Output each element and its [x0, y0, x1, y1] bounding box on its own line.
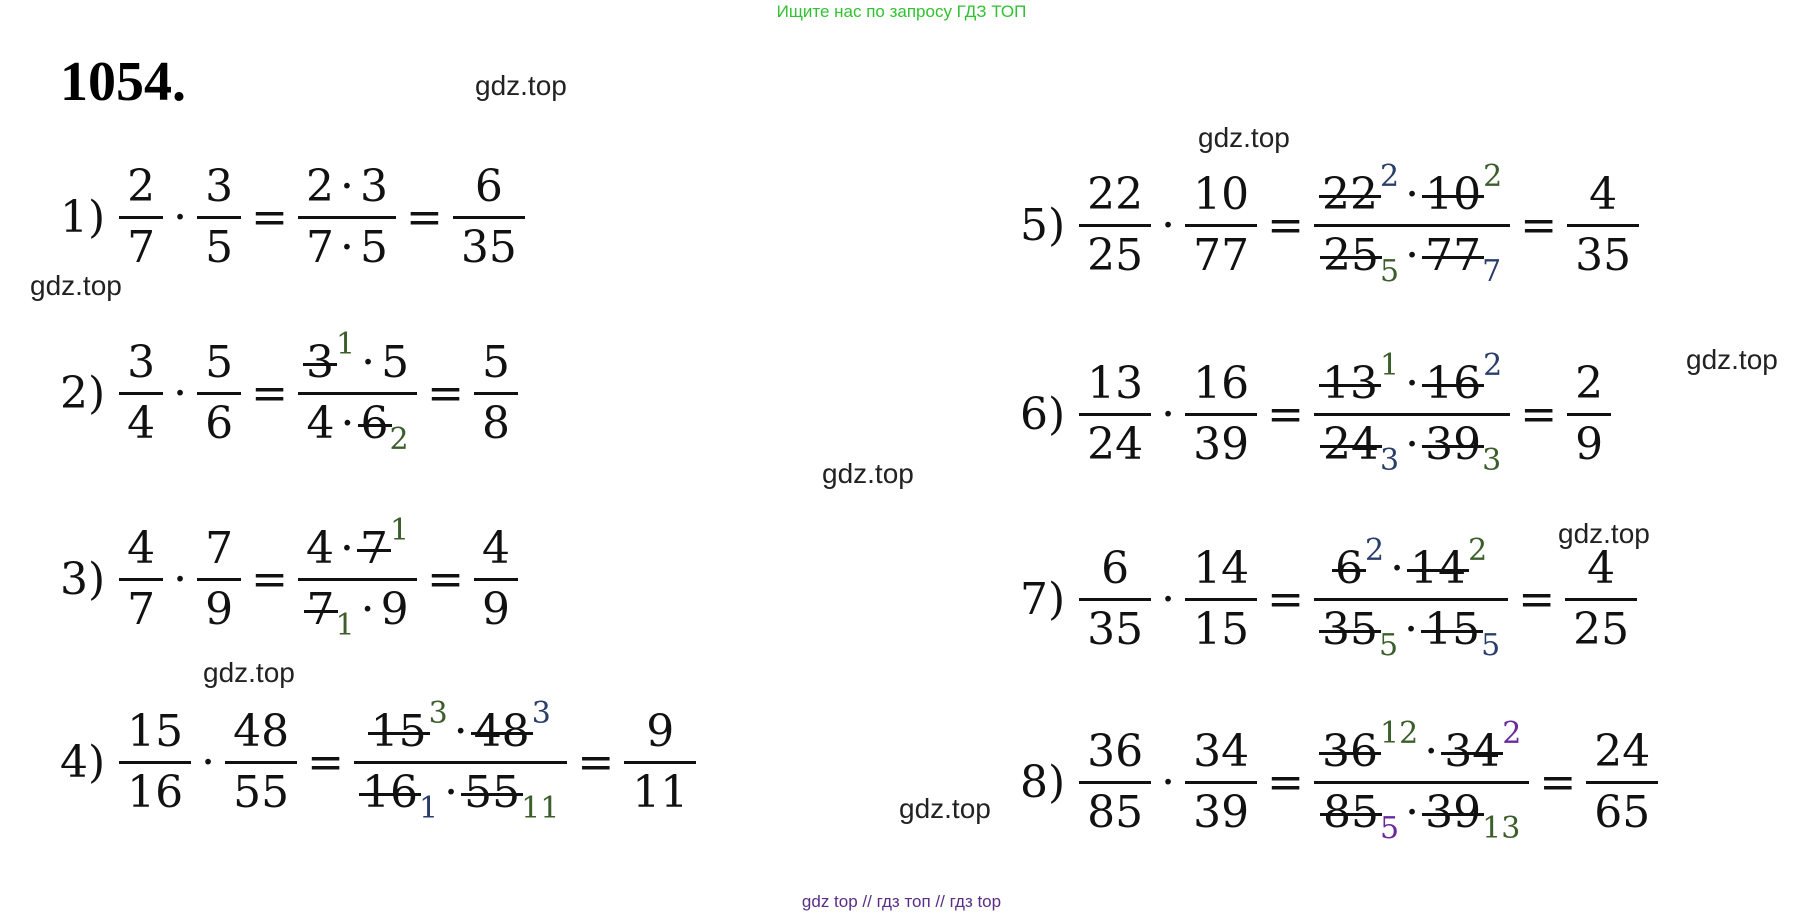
equation-8 [1020, 716, 1658, 846]
factor: 7 [306, 222, 335, 273]
equals-sign: = [1539, 756, 1577, 808]
fraction-factor-2 [197, 158, 241, 277]
fraction-factor-2 [1185, 723, 1257, 842]
equation-label: 5) [1020, 199, 1066, 251]
fraction-factor-1 [119, 158, 163, 277]
equation-label: 1) [60, 191, 106, 243]
product-denominator [1315, 227, 1509, 289]
numerator: 3 [205, 161, 234, 212]
product-numerator [298, 327, 417, 392]
denominator: 39 [1193, 787, 1250, 838]
reduced-value: 11 [521, 791, 560, 826]
equals-sign: = [1267, 199, 1305, 251]
reduced-value: 3 [531, 696, 551, 731]
reduced-value: 1 [336, 327, 356, 362]
numerator: 4 [127, 523, 156, 574]
times-sign: · [1161, 756, 1176, 808]
times-sign: · [1404, 604, 1419, 655]
equation-label: 8) [1020, 756, 1066, 808]
equals-sign: = [1520, 388, 1558, 440]
equation-6 [1020, 348, 1611, 478]
cancelled-factor: 3 [306, 337, 335, 388]
fraction-product [298, 513, 417, 643]
product-denominator [1315, 784, 1528, 846]
numerator: 15 [127, 706, 184, 757]
cancelled-factor: 13 [1322, 358, 1379, 409]
equation-label: 2) [60, 367, 106, 419]
product-numerator [298, 513, 417, 578]
watermark: gdz.top [475, 70, 567, 101]
times-sign: · [361, 337, 376, 388]
equation-7 [1020, 533, 1637, 663]
fraction-result [1567, 166, 1639, 285]
denominator: 65 [1594, 787, 1651, 838]
fraction-product [1314, 159, 1510, 289]
factor: 5 [381, 337, 410, 388]
equals-sign: = [251, 553, 289, 605]
fraction-result [453, 158, 525, 277]
watermark: gdz.top [203, 657, 295, 688]
fraction-product [298, 158, 396, 277]
equals-sign: = [1267, 388, 1305, 440]
times-sign: · [1424, 726, 1439, 777]
numerator: 22 [1087, 169, 1144, 220]
product-denominator [1315, 416, 1509, 478]
times-sign: · [360, 584, 375, 635]
fraction-result [1565, 540, 1637, 659]
reduced-value: 1 [419, 791, 439, 826]
numerator: 5 [205, 337, 234, 388]
times-sign: · [1405, 169, 1420, 220]
numerator: 13 [1087, 358, 1144, 409]
fraction-factor-1 [1079, 355, 1151, 474]
equation-2 [60, 327, 518, 457]
factor: 9 [380, 584, 409, 635]
numerator: 9 [646, 706, 675, 757]
numerator: 5 [482, 337, 511, 388]
times-sign: · [1161, 199, 1176, 251]
cancelled-factor: 15 [1424, 604, 1481, 655]
reduced-value: 1 [335, 608, 355, 643]
times-sign: · [444, 767, 459, 818]
equals-sign: = [406, 191, 443, 243]
numerator: 6 [474, 161, 503, 212]
reduced-value: 2 [1380, 159, 1400, 194]
watermark: gdz.top [1558, 518, 1650, 549]
factor: 2 [306, 161, 335, 212]
fraction-result [624, 703, 696, 822]
fraction-product [298, 327, 417, 457]
product-denominator [354, 764, 567, 826]
fraction-factor-2 [1185, 355, 1257, 474]
reduced-value: 12 [1380, 716, 1419, 751]
cancelled-factor: 25 [1323, 230, 1380, 281]
numerator: 36 [1087, 726, 1144, 777]
numerator: 4 [482, 523, 511, 574]
fraction-factor-1 [1079, 540, 1151, 659]
times-sign: · [1390, 543, 1405, 594]
times-sign: · [201, 736, 216, 788]
denominator: 35 [1087, 604, 1144, 655]
reduced-value: 1 [1380, 348, 1400, 383]
equation-4 [60, 696, 696, 826]
cancelled-factor: 34 [1444, 726, 1501, 777]
cancelled-factor: 14 [1410, 543, 1467, 594]
equals-sign: = [1520, 199, 1558, 251]
product-numerator [298, 158, 396, 216]
denominator: 16 [127, 767, 184, 818]
reduced-value: 13 [1482, 811, 1521, 846]
equals-sign: = [251, 367, 289, 419]
fraction-factor-2 [225, 703, 297, 822]
numerator: 7 [205, 523, 234, 574]
equation-5 [1020, 159, 1639, 289]
denominator: 35 [1575, 230, 1632, 281]
cancelled-factor: 16 [1425, 358, 1482, 409]
numerator: 16 [1193, 358, 1250, 409]
cancelled-factor: 39 [1425, 419, 1482, 470]
product-denominator [299, 581, 417, 643]
fraction-factor-2 [1185, 166, 1257, 285]
cancelled-factor: 15 [370, 706, 427, 757]
times-sign: · [340, 161, 355, 212]
equals-sign: = [307, 736, 345, 788]
factor: 5 [360, 222, 389, 273]
equals-sign: = [1518, 573, 1556, 625]
fraction-result [474, 334, 518, 453]
times-sign: · [340, 398, 355, 449]
cancelled-factor: 35 [1322, 604, 1379, 655]
fraction-result [1586, 723, 1658, 842]
fraction-product [1314, 533, 1508, 663]
denominator: 11 [632, 767, 689, 818]
reduced-value: 5 [1481, 628, 1501, 663]
times-sign: · [340, 523, 355, 574]
numerator: 2 [1575, 358, 1604, 409]
watermark: gdz.top [1686, 344, 1778, 375]
reduced-value: 3 [428, 696, 448, 731]
reduced-value: 2 [1483, 348, 1503, 383]
top-banner: Ищите нас по запросу ГДЗ ТОП [776, 2, 1027, 21]
cancelled-factor: 16 [362, 767, 419, 818]
times-sign: · [1161, 388, 1176, 440]
cancelled-factor: 36 [1322, 726, 1379, 777]
equation-1 [60, 158, 525, 277]
watermark: gdz.top [30, 270, 122, 301]
factor: 3 [360, 161, 389, 212]
cancelled-factor: 77 [1425, 230, 1482, 281]
cancelled-factor: 85 [1323, 787, 1380, 838]
reduced-value: 3 [1380, 443, 1400, 478]
cancelled-factor: 39 [1425, 787, 1482, 838]
times-sign: · [1405, 358, 1420, 409]
cancelled-factor: 22 [1322, 169, 1379, 220]
denominator: 8 [482, 398, 511, 449]
fraction-product [1314, 716, 1529, 846]
fraction-factor-1 [119, 703, 191, 822]
equals-sign: = [1267, 756, 1305, 808]
fraction-product [1314, 348, 1510, 478]
product-denominator [1314, 601, 1508, 663]
denominator: 7 [127, 584, 156, 635]
reduced-value: 2 [389, 422, 409, 457]
product-numerator [1314, 348, 1510, 413]
denominator: 9 [205, 584, 234, 635]
watermark: gdz.top [899, 793, 991, 824]
denominator: 25 [1573, 604, 1630, 655]
fraction-result [474, 520, 518, 639]
times-sign: · [1161, 573, 1176, 625]
factor: 4 [306, 523, 335, 574]
reduced-value: 1 [390, 513, 410, 548]
equals-sign: = [427, 553, 465, 605]
cancelled-factor: 48 [473, 706, 530, 757]
denominator: 39 [1193, 419, 1250, 470]
watermark: gdz.top [1198, 122, 1290, 153]
equals-sign: = [251, 191, 289, 243]
fraction-factor-1 [119, 334, 163, 453]
equals-sign: = [577, 736, 615, 788]
times-sign: · [1405, 787, 1420, 838]
times-sign: · [340, 222, 355, 273]
equation-3 [60, 513, 518, 643]
numerator: 2 [127, 161, 156, 212]
reduced-value: 5 [1380, 811, 1400, 846]
reduced-value: 7 [1482, 254, 1502, 289]
denominator: 24 [1087, 419, 1144, 470]
denominator: 7 [127, 222, 156, 273]
denominator: 35 [460, 222, 517, 273]
factor: 4 [306, 398, 335, 449]
product-numerator [363, 696, 559, 761]
cancelled-factor: 10 [1425, 169, 1482, 220]
fraction-factor-1 [119, 520, 163, 639]
denominator: 85 [1087, 787, 1144, 838]
denominator: 15 [1193, 604, 1250, 655]
times-sign: · [1405, 419, 1420, 470]
denominator: 4 [127, 398, 156, 449]
times-sign: · [453, 706, 468, 757]
fraction-factor-2 [197, 334, 241, 453]
reduced-value: 5 [1380, 254, 1400, 289]
problem-number: 1054. [60, 51, 186, 113]
denominator: 9 [482, 584, 511, 635]
equation-label: 4) [60, 736, 106, 788]
denominator: 25 [1087, 230, 1144, 281]
equation-label: 3) [60, 553, 106, 605]
reduced-value: 2 [1468, 533, 1488, 568]
equals-sign: = [1267, 573, 1305, 625]
numerator: 6 [1101, 543, 1130, 594]
equation-label: 6) [1020, 388, 1066, 440]
reduced-value: 2 [1365, 533, 1385, 568]
times-sign: · [173, 367, 188, 419]
times-sign: · [1405, 230, 1420, 281]
numerator: 48 [233, 706, 290, 757]
cancelled-factor: 55 [464, 767, 521, 818]
equals-sign: = [427, 367, 465, 419]
reduced-value: 2 [1502, 716, 1522, 751]
times-sign: · [173, 191, 188, 243]
product-denominator [299, 395, 417, 457]
cancelled-factor: 24 [1323, 419, 1380, 470]
denominator: 6 [205, 398, 234, 449]
fraction-result [1567, 355, 1611, 474]
fraction-factor-1 [1079, 723, 1151, 842]
fraction-factor-1 [1079, 166, 1151, 285]
reduced-value: 2 [1483, 159, 1503, 194]
numerator: 3 [127, 337, 156, 388]
numerator: 24 [1594, 726, 1651, 777]
watermark: gdz.top [822, 458, 914, 489]
denominator: 9 [1575, 419, 1604, 470]
numerator: 34 [1193, 726, 1250, 777]
numerator: 10 [1193, 169, 1250, 220]
reduced-value: 3 [1482, 443, 1502, 478]
product-denominator [298, 219, 396, 277]
fraction-product [354, 696, 567, 826]
numerator: 4 [1587, 543, 1616, 594]
denominator: 77 [1193, 230, 1250, 281]
product-numerator [1314, 159, 1510, 224]
cancelled-factor: 7 [360, 523, 389, 574]
denominator: 55 [233, 767, 290, 818]
fraction-factor-2 [1185, 540, 1257, 659]
denominator: 5 [205, 222, 234, 273]
footer-watermark: gdz top // гдз топ // гдз top [801, 892, 1002, 911]
numerator: 4 [1589, 169, 1618, 220]
reduced-value: 5 [1379, 628, 1399, 663]
equation-label: 7) [1020, 573, 1066, 625]
times-sign: · [173, 553, 188, 605]
numerator: 14 [1193, 543, 1250, 594]
cancelled-factor: 6 [1335, 543, 1364, 594]
product-numerator [1327, 533, 1495, 598]
cancelled-factor: 6 [360, 398, 389, 449]
cancelled-factor: 7 [306, 584, 335, 635]
fraction-factor-2 [197, 520, 241, 639]
product-numerator [1314, 716, 1529, 781]
